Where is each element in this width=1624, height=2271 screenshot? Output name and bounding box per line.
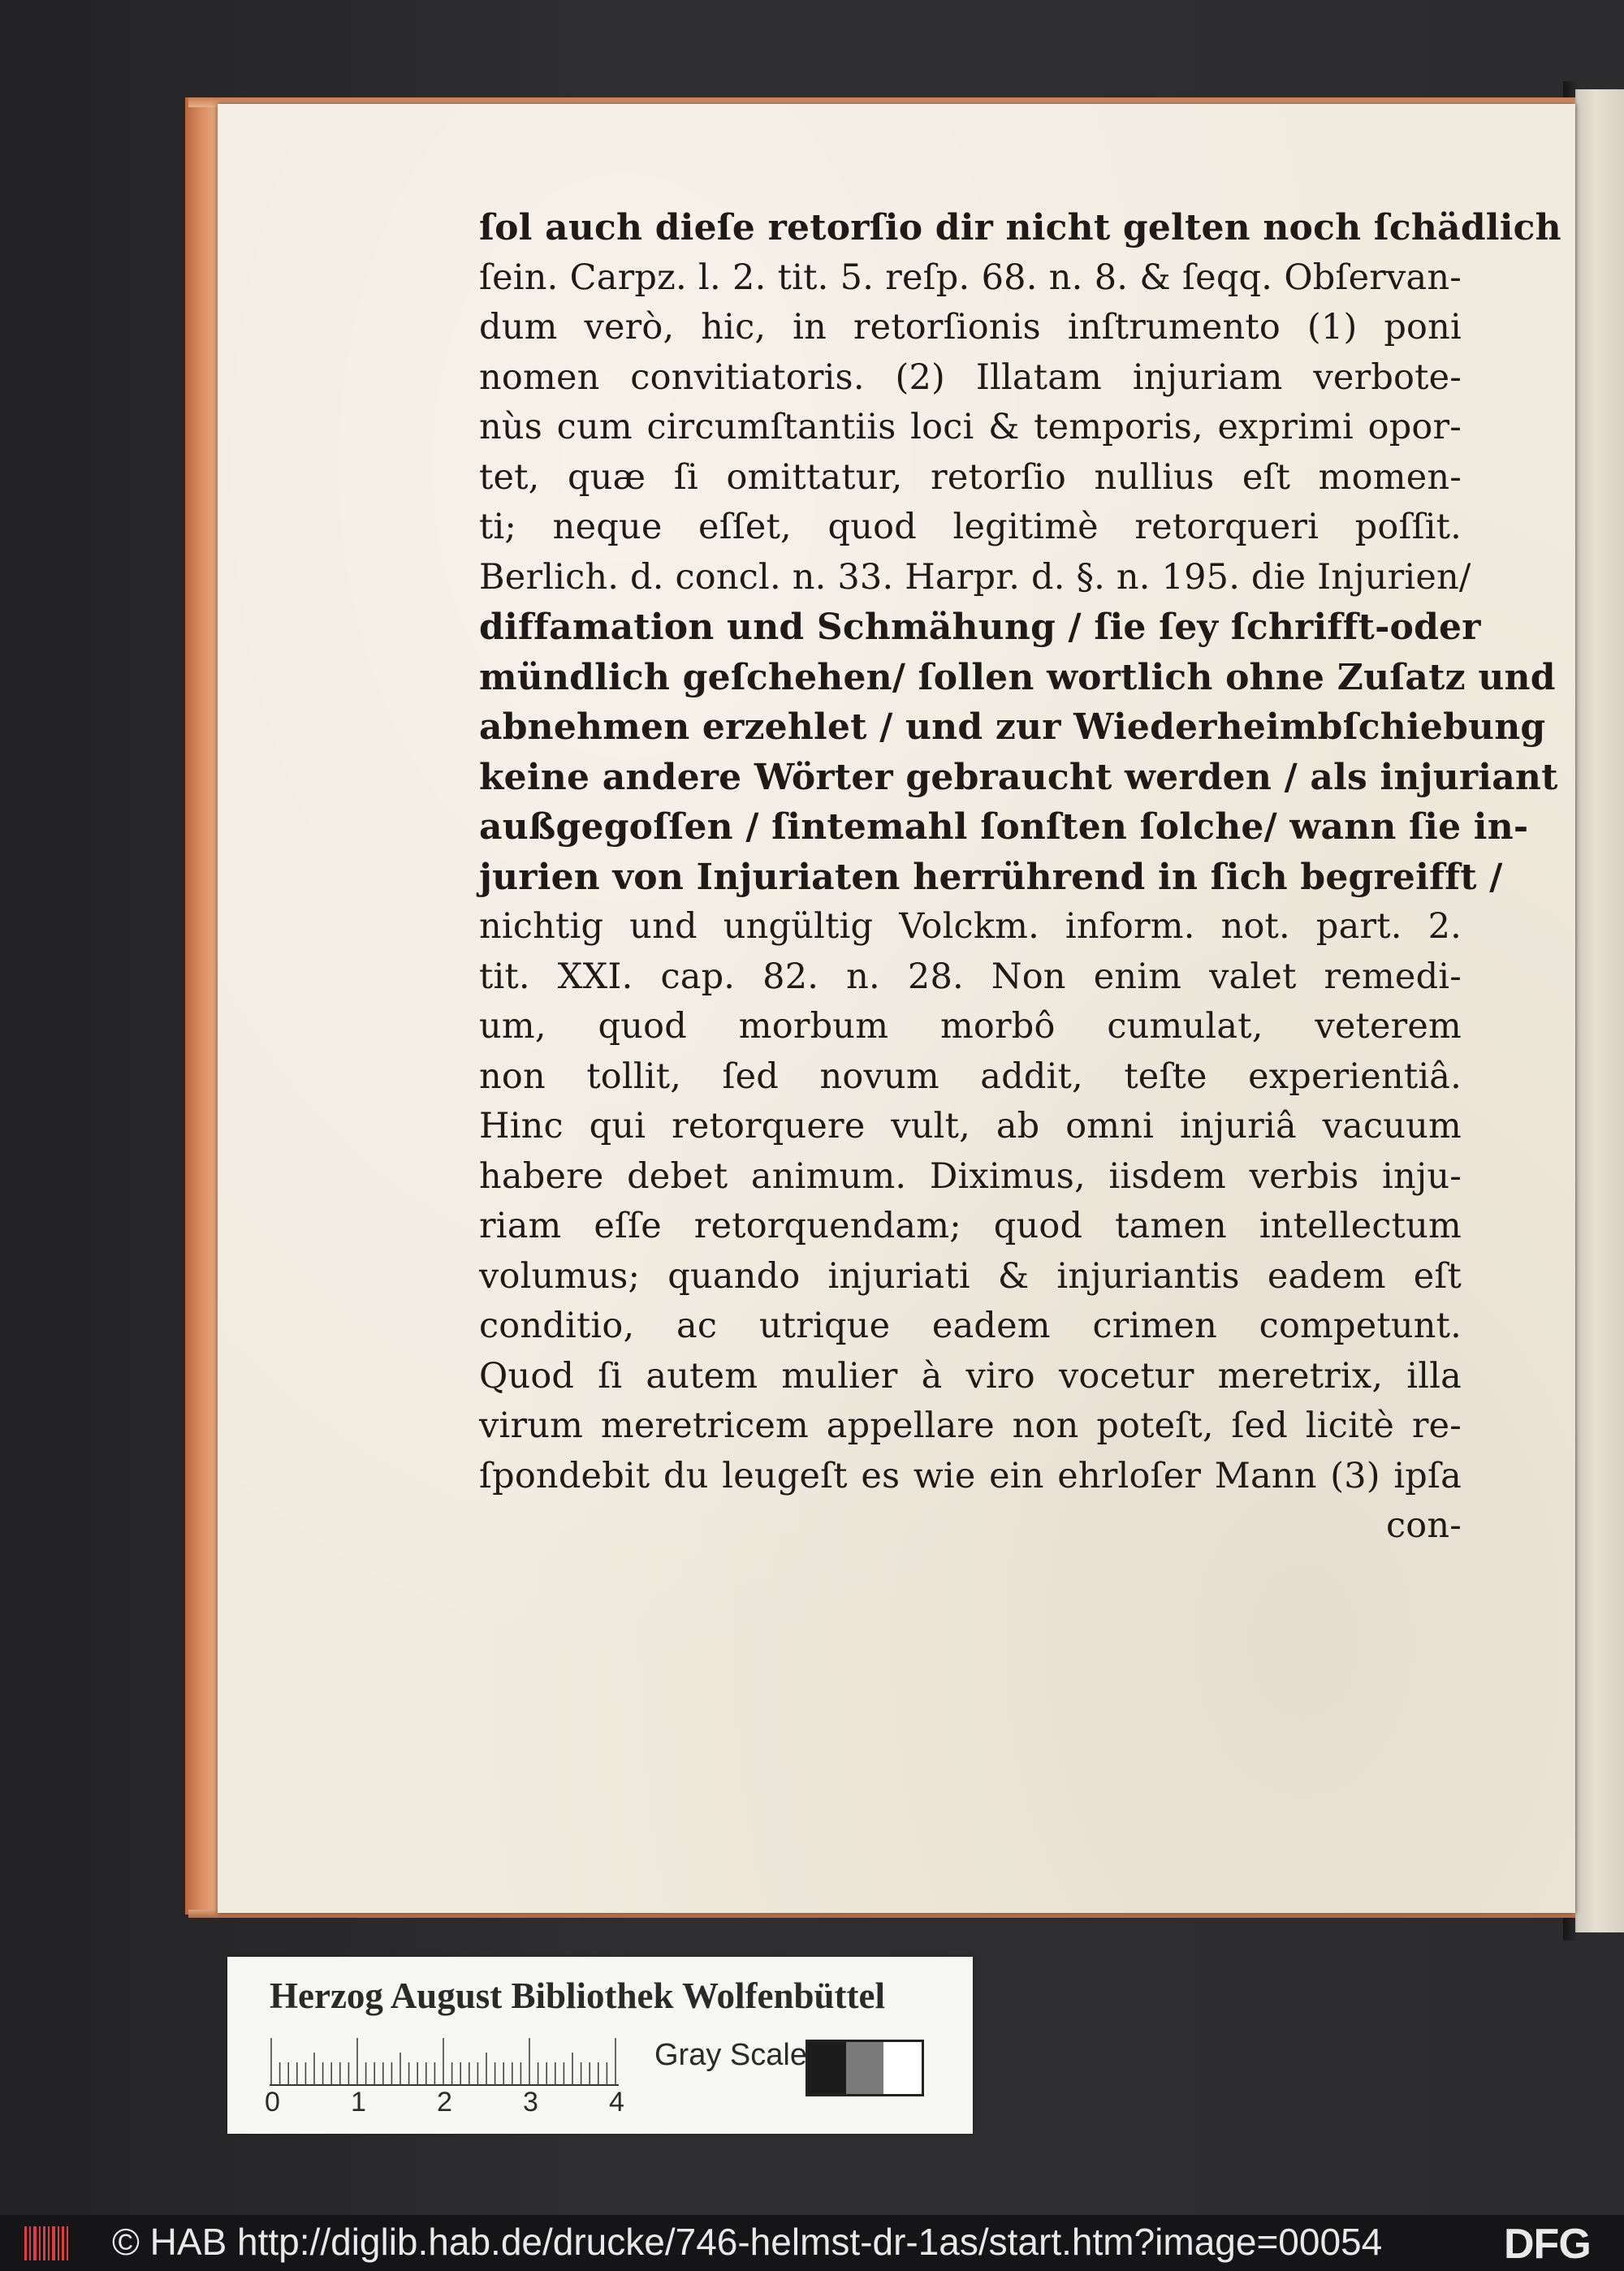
text-line: virum meretricem appellare non poteſt, ſed licitè re- — [479, 1405, 1462, 1446]
text-line: ſol auch dieſe retorſio dir nicht gelten noch ſchädlich — [479, 207, 1561, 248]
text-line: Berlich. d. concl. n. 33. Harpr. d. §. n. 195. die Injurien/ — [479, 556, 1471, 598]
ruler-number: 3 — [523, 2087, 538, 2118]
text-line: nichtig und ungültig Volckm. inform. not. part. 2. — [479, 906, 1462, 947]
text-line: ti; neque eſſet, quod legitimè retorqueri poſſit. — [479, 507, 1462, 547]
text-line: conditio, ac utrique eadem crimen competunt. — [479, 1306, 1462, 1346]
text-line: Hinc qui retorquere vult, ab omni injuriâ vacuum — [479, 1106, 1462, 1146]
text-line: nùs cum circumſtantiis loci & temporis, exprimi opor- — [479, 407, 1462, 447]
text-line: riam eſſe retorquendam; quod tamen intellectum — [479, 1206, 1462, 1246]
text-line: tet, quæ ſi omittatur, retorſio nullius eſt momen- — [479, 456, 1462, 498]
text-line: volumus; quando injuriati & injuriantis eadem eſt — [479, 1255, 1462, 1297]
text-line: jurien von Injuriaten herrührend in ſich begreifft / — [479, 856, 1503, 898]
text-line: Quod ſi autem mulier à viro vocetur meretrix, illa — [479, 1355, 1462, 1397]
ruler-scale — [270, 2038, 619, 2087]
text-line: habere debet animum. Diximus, iisdem verbis inju- — [479, 1155, 1462, 1197]
text-line: mündlich geſchehen/ ſollen wortlich ohne Zuſatz und — [479, 656, 1556, 698]
footer-strip — [0, 2215, 1624, 2271]
barcode-icon — [24, 2226, 70, 2260]
text-line: ſpondebit du leugeſt es wie ein ehrloſer Mann (3) ipſa — [479, 1455, 1462, 1496]
gray-scale-label: Gray Scale — [654, 2038, 807, 2072]
next-page-edge — [1575, 89, 1624, 1932]
text-line: non tollit, ſed novum addit, teſte experientiâ. — [479, 1056, 1462, 1097]
color-calibration-bar — [227, 1957, 973, 2134]
text-line: um, quod morbum morbô cumulat, veterem — [479, 1006, 1462, 1047]
text-line: außgegoſſen / ſintemahl ſonſten ſolche/ wann ſie in- — [479, 806, 1529, 848]
gray-swatch-patch — [808, 2042, 846, 2094]
text-line: keine andere Wörter gebraucht werden / als injuriant — [479, 756, 1558, 798]
gray-scale-swatch — [806, 2040, 924, 2096]
ruler-number: 1 — [351, 2087, 366, 2118]
catchword: con- — [1386, 1505, 1462, 1546]
ruler-number: 4 — [609, 2087, 624, 2118]
page-edge-left — [185, 97, 221, 1915]
gray-swatch-patch — [846, 2042, 884, 2094]
text-line: ſein. Carpz. l. 2. tit. 5. reſp. 68. n. 8. & ſeqq. Obſervan- — [479, 257, 1462, 298]
page-text — [479, 203, 1561, 1552]
text-line: abnehmen erzehlet / und zur Wiederheimbſchiebung — [479, 706, 1546, 748]
text-line: nomen convitiatoris. (2) Illatam injuriam verbote- — [479, 356, 1462, 398]
ruler-number: 0 — [265, 2087, 280, 2118]
gray-swatch-patch — [883, 2042, 922, 2094]
dfg-logo: DFG — [1504, 2221, 1591, 2268]
text-line: tit. XXI. cap. 82. n. 28. Non enim valet remedi- — [479, 956, 1462, 997]
library-title: Herzog August Bibliothek Wolfenbüttel — [270, 1975, 885, 2016]
ruler-number: 2 — [437, 2087, 452, 2118]
credit-url[interactable]: © HAB http://diglib.hab.de/drucke/746-helmst-dr-1as/start.htm?image=00054 — [112, 2221, 1383, 2263]
text-line: diffamation und Schmähung / ſie ſey ſchrifft-oder — [479, 607, 1481, 648]
text-line: dum verò, hic, in retorſionis inſtrumento (1) poni — [479, 307, 1462, 348]
